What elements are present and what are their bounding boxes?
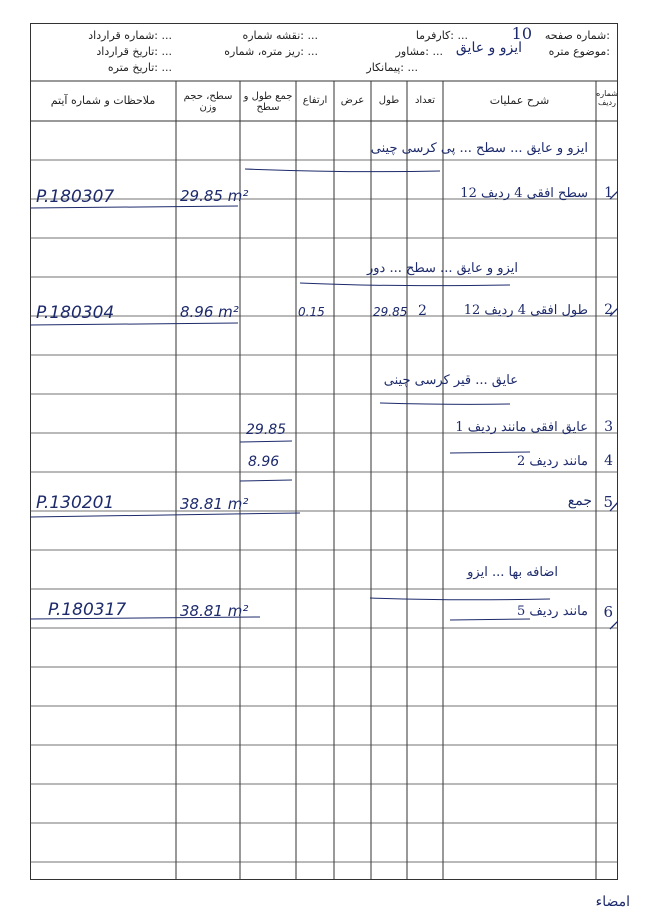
row1-item-code: P.180307 (36, 187, 115, 207)
contract-date-label: تاریخ قرارداد: ... (96, 45, 172, 58)
row6-area: 38.81 m² (180, 602, 249, 620)
page-number-value: 10 (511, 24, 532, 43)
subject-label: موضوع متره: (548, 45, 610, 58)
row5-item-code: P.130201 (36, 493, 115, 513)
heading-2: ایزو و عایق ... سطح ... دور (366, 261, 518, 276)
col-length: طول (378, 95, 400, 106)
row5-area: 38.81 m² (180, 495, 249, 513)
row2-count: 2 (418, 303, 427, 319)
row6-description: مانند ردیف 5 (517, 604, 588, 619)
row2-item-code: P.180304 (36, 303, 115, 323)
row3-number: 3 (604, 419, 613, 435)
col-area-volume-weight: سطح، حجم وزن (183, 91, 233, 113)
measure-date-label: تاریخ متره: ... (107, 61, 172, 74)
row3-sum: 29.85 (246, 422, 287, 438)
col-count: تعداد (414, 95, 436, 106)
employer-label: کارفرما: ... (415, 29, 468, 42)
col-sum-length-area: جمع طول و سطح (243, 91, 293, 113)
heading-3: عایق ... قیر کرسی چینی (383, 373, 518, 388)
contract-no-label: شماره قرارداد: ... (88, 29, 172, 42)
row1-area: 29.85 m² (180, 187, 249, 205)
sub-measure-label: ریز متره، شماره: ... (224, 45, 318, 58)
row4-description: مانند ردیف 2 (517, 454, 588, 469)
heading-1: ایزو و عایق ... سطح ... پی کرسی چینی (370, 141, 588, 156)
col-height: ارتفاع (302, 95, 328, 106)
col-row-no: شماره ردیف (596, 89, 618, 107)
row2-number: 2 (604, 302, 613, 318)
row2-area: 8.96 m² (180, 303, 239, 321)
row2-length: 29.85 (373, 305, 408, 319)
page-number-label: شماره صفحه: (544, 29, 610, 42)
row5-description: جمع (567, 493, 592, 509)
row6-number: 6 (603, 603, 613, 621)
drawing-no-label: نقشه شماره: ... (242, 29, 318, 42)
row2-description: طول افقی 4 ردیف 12 (463, 303, 588, 318)
consultant-label: مشاور: ... (395, 45, 443, 58)
row1-description: سطح افقی 4 ردیف 12 (460, 186, 588, 201)
col-description: شرح عملیات (489, 94, 550, 107)
row1-number: 1 (604, 185, 613, 201)
col-width: عرض (340, 95, 365, 106)
row6-item-code: P.180317 (48, 600, 127, 620)
row2-height: 0.15 (298, 305, 325, 319)
contractor-label: پیمانکار: ... (366, 61, 418, 74)
subject-value: ایزو و عایق (455, 40, 522, 56)
signature: امضاء (595, 894, 630, 910)
col-notes-item: ملاحظات و شماره آیتم (50, 94, 156, 107)
row4-number: 4 (604, 453, 613, 469)
row3-description: عایق افقی مانند ردیف 1 (455, 420, 588, 435)
row4-sum: 8.96 (248, 454, 280, 470)
row5-number: 5 (603, 493, 613, 511)
measurement-sheet (30, 23, 618, 880)
heading-4: اضافه بها ... ایزو (467, 565, 558, 580)
